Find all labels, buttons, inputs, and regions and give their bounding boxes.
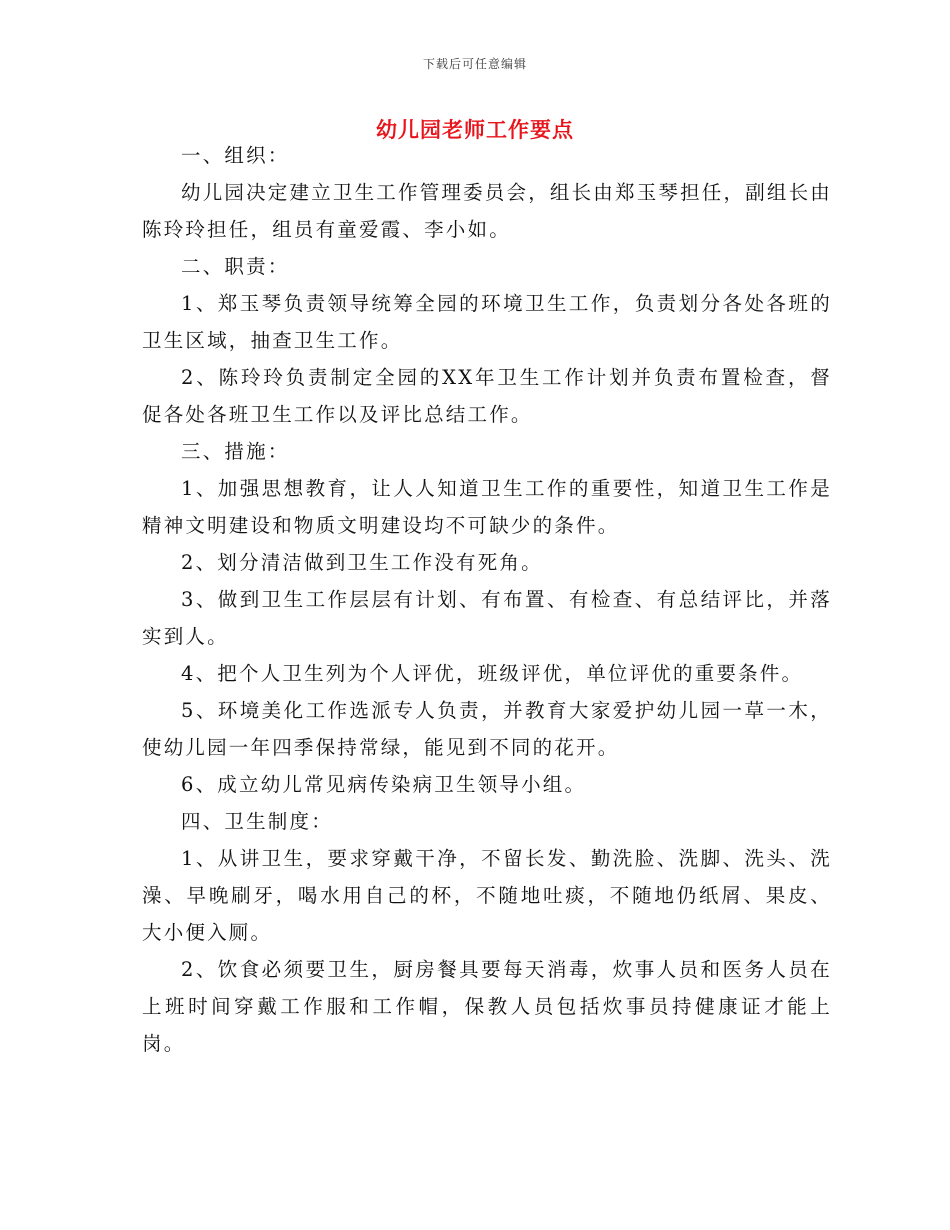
paragraph: 2、陈玲玲负责制定全园的XX年卫生工作计划并负责布置检查，督促各处各班卫生工作以及评比总结工作。 [142, 366, 832, 426]
paragraph: 3、做到卫生工作层层有计划、有布置、有检查、有总结评比，并落实到人。 [142, 588, 832, 648]
paragraph: 6、成立幼儿常见病传染病卫生领导小组。 [181, 773, 587, 796]
paragraph: 2、划分清洁做到卫生工作没有死角。 [181, 551, 543, 574]
section-heading-measures: 三、措施： [181, 440, 290, 463]
header-note: 下载后可任意编辑 [422, 57, 527, 71]
document-body [142, 137, 832, 1062]
paragraph: 2、饮食必须要卫生，厨房餐具要每天消毒，炊事人员和医务人员在上班时间穿戴工作服和工作帽，保教人员包括炊事员持健康证才能上岗。 [142, 958, 832, 1055]
paragraph: 1、加强思想教育，让人人知道卫生工作的重要性，知道卫生工作是精神文明建设和物质文明建设均不可缺少的条件。 [142, 477, 832, 537]
paragraph: 1、郑玉琴负责领导统筹全园的环境卫生工作，负责划分各处各班的卫生区域，抽查卫生工作。 [142, 292, 832, 352]
paragraph: 幼儿园决定建立卫生工作管理委员会，组长由郑玉琴担任，副组长由陈玲玲担任，组员有童爱霞、李小如。 [142, 181, 833, 241]
section-heading-organization: 一、组织： [181, 144, 290, 167]
paragraph: 5、环境美化工作选派专人负责，并教育大家爱护幼儿园一草一木，使幼儿园一年四季保持常绿，能见到不同的花开。 [142, 699, 832, 759]
section-heading-hygiene-rules: 四、卫生制度： [181, 810, 333, 833]
document-title: 幼儿园老师工作要点 [376, 117, 574, 142]
paragraph: 1、从讲卫生，要求穿戴干净，不留长发、勤洗脸、洗脚、洗头、洗澡、早晚刷牙，喝水用自己的杯，不随地吐痰，不随地仍纸屑、果皮、大小便入厕。 [142, 847, 832, 944]
paragraph: 4、把个人卫生列为个人评优，班级评优，单位评优的重要条件。 [181, 662, 804, 685]
section-heading-duties: 二、职责： [181, 255, 290, 278]
